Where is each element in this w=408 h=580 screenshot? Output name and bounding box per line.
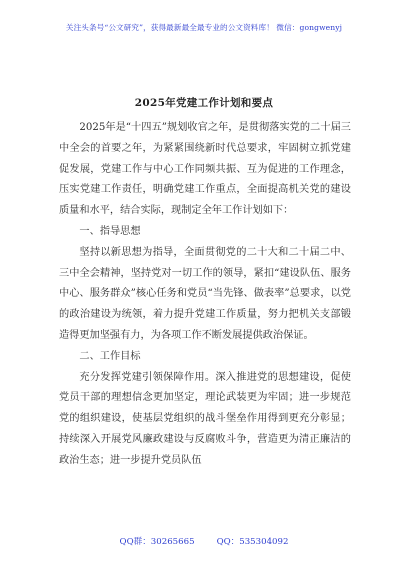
header-banner: 关注头条号“公文研究”，获得最新最全最专业的公文资料库！ 微信：gongwenyj <box>65 23 343 32</box>
section-heading: 一、指导思想 <box>79 225 141 237</box>
footer-qq-group: QQ群：30265665 <box>119 537 195 547</box>
footer-qq: QQ：535304092 <box>216 537 289 547</box>
section-paragraph: 充分发挥党建引领保障作用。深入推进党的思想建设，促使党员干部的理想信念更加坚定，理论武装更为牢固；进一步规范党的组织建设，使基层党组织的战斗堡垒作用得到更充分彰显；持续深入开展党风廉政建设与反腐败斗争，营造更为清正廉洁的政治生态；进一步提升党员队伍 <box>59 371 351 466</box>
document-body <box>59 118 351 472</box>
footer-contact <box>0 535 408 547</box>
intro-paragraph: 2025年是“十四五”规划收官之年，是贯彻落实党的二十届三中全会的首要之年，为紧紧围绕新时代总要求，牢固树立抓党建促发展，党建工作与中心工作同频共振、互为促进的工作理念，压实党建工作责任，明确党建工作重点，全面提高机关党的建设质量和水平，结合实际，现制定全年工作计划如下： <box>59 122 351 217</box>
section-paragraph: 坚持以新思想为指导，全面贯彻党的二十大和二十届二中、三中全会精神，坚持党对一切工作的领导，紧扣“建设队伍、服务中心、服务群众”核心任务和党员“当先锋、做表率”总要求，以党的政治建设为统领，着力提升党建工作质量，努力把机关支部锻造得更加坚强有力，为各项工作不断发展提供政治保证。 <box>59 246 351 341</box>
section-heading: 二、工作目标 <box>79 350 141 362</box>
document-title: 2025年党建工作计划和要点 <box>134 97 274 109</box>
